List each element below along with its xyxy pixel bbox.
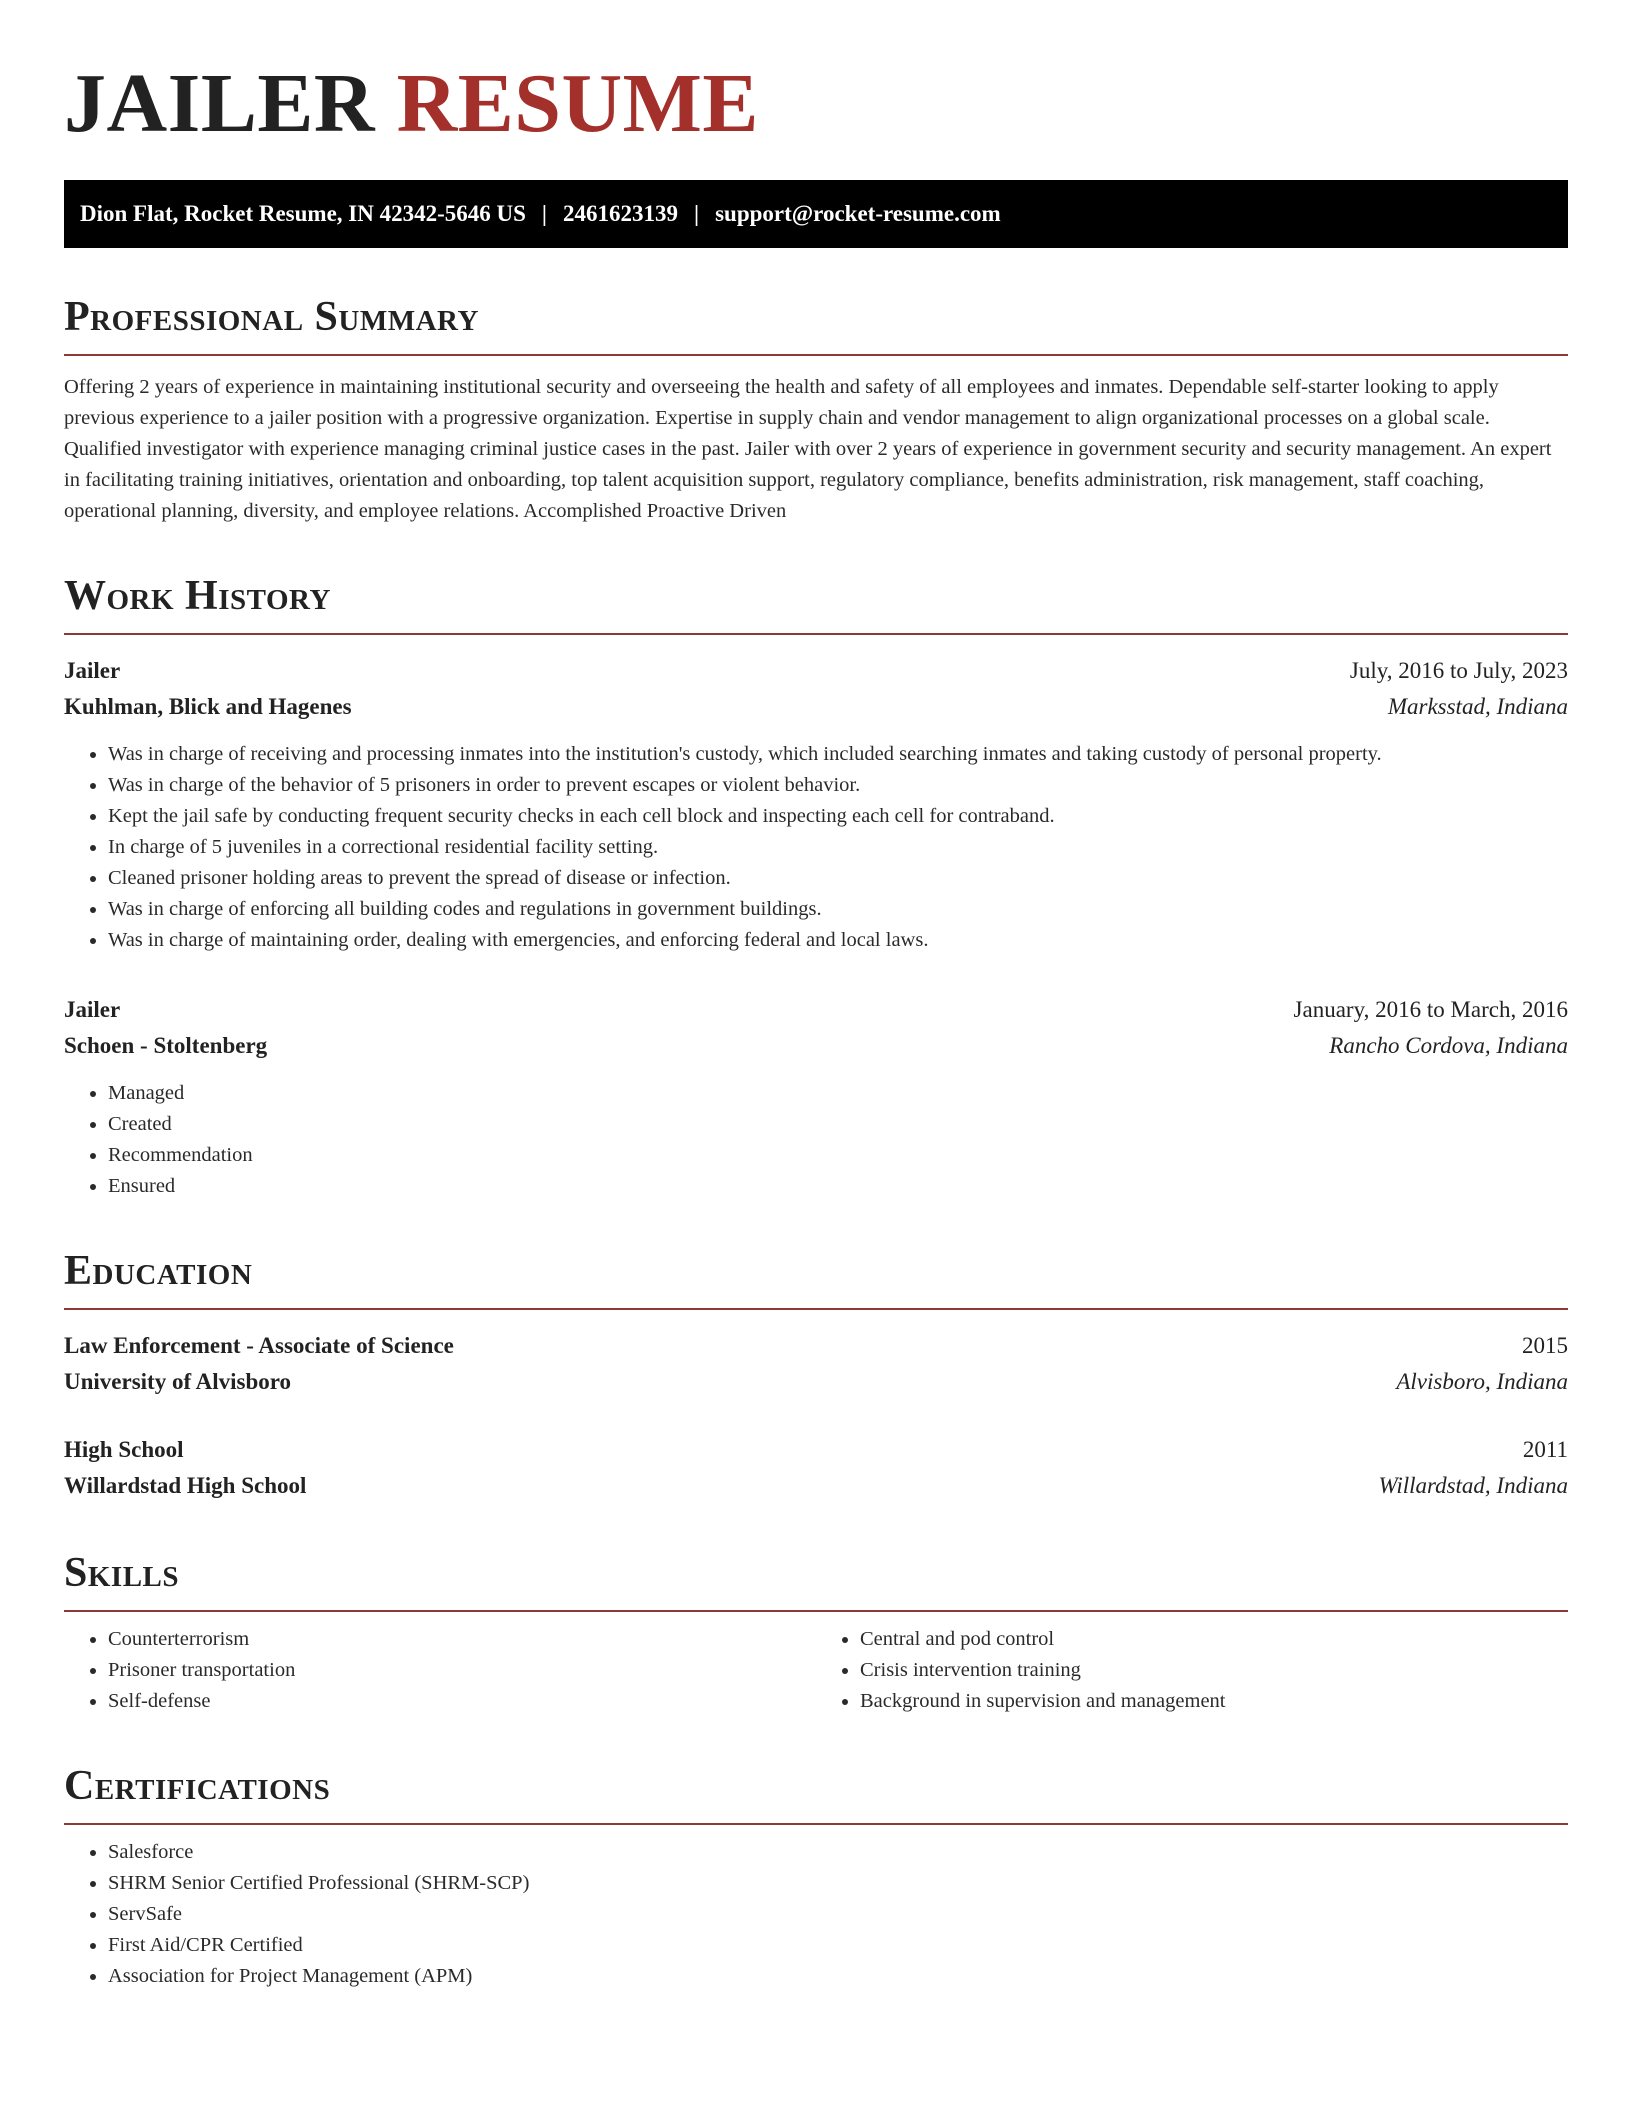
section-heading-work-history: Work History [64, 573, 331, 619]
education-entry [64, 1328, 1568, 1400]
job-dates: January, 2016 to March, 2016 [1293, 997, 1568, 1022]
list-item: • Was in charge of maintaining order, dealing with emergencies, and enforcing federal and local laws. [108, 925, 1568, 956]
contact-address: Dion Flat, Rocket Resume, IN 42342-5646 US [80, 201, 526, 226]
education-header-row [64, 1432, 1568, 1468]
job-location: Marksstad, Indiana [1387, 694, 1568, 719]
contact-phone: 2461623139 [563, 201, 678, 226]
title-word-jailer: JAILER [64, 57, 376, 150]
certifications-section [64, 1763, 1568, 1992]
job-location: Rancho Cordova, Indiana [1329, 1033, 1568, 1058]
section-divider [64, 1823, 1568, 1825]
job-title: Jailer [64, 997, 121, 1022]
contact-bar [64, 180, 1568, 248]
education-year: 2011 [1522, 1437, 1568, 1462]
section-heading-education: Education [64, 1248, 253, 1294]
list-item: • Self-defense [108, 1686, 816, 1717]
list-item: • Counterterrorism [108, 1624, 816, 1655]
education-location: Alvisboro, Indiana [1396, 1369, 1568, 1394]
education-section [64, 1248, 1568, 1504]
education-school: University of Alvisboro [64, 1369, 292, 1394]
job-title: Jailer [64, 658, 121, 683]
education-location: Willardstad, Indiana [1378, 1473, 1568, 1498]
list-item: • Cleaned prisoner holding areas to prevent the spread of disease or infection. [108, 863, 1568, 894]
list-item: • Recommendation [108, 1140, 1568, 1171]
skills-columns [64, 1624, 1568, 1717]
job-company-row [64, 1028, 1568, 1064]
job-entry [64, 992, 1568, 1202]
list-item: • Crisis intervention training [860, 1655, 1568, 1686]
education-year: 2015 [1522, 1333, 1568, 1358]
job-entry [64, 653, 1568, 956]
list-item: • Created [108, 1109, 1568, 1140]
skills-list-left [64, 1624, 816, 1717]
list-item: • Was in charge of enforcing all building codes and regulations in government buildings. [108, 894, 1568, 925]
skills-list-right [816, 1624, 1568, 1717]
contact-email: support@rocket-resume.com [715, 201, 1001, 226]
title-word-resume: RESUME [396, 57, 759, 150]
list-item: • Managed [108, 1078, 1568, 1109]
list-item: • SHRM Senior Certified Professional (SHRM-SCP) [108, 1868, 1568, 1899]
job-duties-list [64, 1078, 1568, 1202]
education-header-row [64, 1328, 1568, 1364]
section-divider [64, 1308, 1568, 1310]
section-divider [64, 633, 1568, 635]
contact-separator: | [541, 201, 547, 226]
education-degree: Law Enforcement - Associate of Science [64, 1333, 454, 1358]
list-item: • Background in supervision and management [860, 1686, 1568, 1717]
job-company-row [64, 689, 1568, 725]
education-school-row [64, 1364, 1568, 1400]
list-item: • Salesforce [108, 1837, 1568, 1868]
contact-separator: | [694, 201, 700, 226]
skills-section [64, 1550, 1568, 1717]
education-degree: High School [64, 1437, 184, 1462]
section-divider [64, 1610, 1568, 1612]
list-item: • Association for Project Management (APM) [108, 1961, 1568, 1992]
list-item: • ServSafe [108, 1899, 1568, 1930]
job-header-row [64, 653, 1568, 689]
list-item: • First Aid/CPR Certified [108, 1930, 1568, 1961]
job-header-row [64, 992, 1568, 1028]
list-item: • Was in charge of the behavior of 5 prisoners in order to prevent escapes or violent behavior. [108, 770, 1568, 801]
summary-section [64, 294, 1568, 527]
resume-title [64, 54, 1568, 154]
work-history-section [64, 573, 1568, 1202]
job-dates: July, 2016 to July, 2023 [1349, 658, 1568, 683]
section-heading-skills: Skills [64, 1550, 180, 1596]
education-entry [64, 1432, 1568, 1504]
job-company: Kuhlman, Blick and Hagenes [64, 694, 352, 719]
education-school-row [64, 1468, 1568, 1504]
list-item: • Was in charge of receiving and processing inmates into the institution's custody, which included searching inmates and taking custody of personal property. [108, 739, 1568, 770]
section-heading-summary: Professional Summary [64, 294, 479, 340]
list-item: • Prisoner transportation [108, 1655, 816, 1686]
list-item: • Central and pod control [860, 1624, 1568, 1655]
education-school: Willardstad High School [64, 1473, 307, 1498]
job-duties-list [64, 739, 1568, 956]
list-item: • Kept the jail safe by conducting frequent security checks in each cell block and inspecting each cell for contraband. [108, 801, 1568, 832]
list-item: • Ensured [108, 1171, 1568, 1202]
section-divider [64, 354, 1568, 356]
list-item: • In charge of 5 juveniles in a correctional residential facility setting. [108, 832, 1568, 863]
job-company: Schoen - Stoltenberg [64, 1033, 268, 1058]
section-heading-certifications: Certifications [64, 1763, 331, 1809]
certifications-list [64, 1837, 1568, 1992]
summary-text: Offering 2 years of experience in maintaining institutional security and overseeing the health and safety of all employees and inmates. Dependable self-starter looking to apply previous experience to a jailer position with a progressive organization. Expertise in supply chain and vendor management to align organizational processes on a global scale. Qualified investigator with experience managing criminal justice cases in the past. Jailer with over 2 years of experience in government security and security management. An expert in facilitating training initiatives, orientation and onboarding, top talent acquisition support, regulatory compliance, benefits administration, risk management, staff coaching, operational planning, diversity, and employee relations. Accomplished Proactive Driven [64, 376, 1552, 522]
